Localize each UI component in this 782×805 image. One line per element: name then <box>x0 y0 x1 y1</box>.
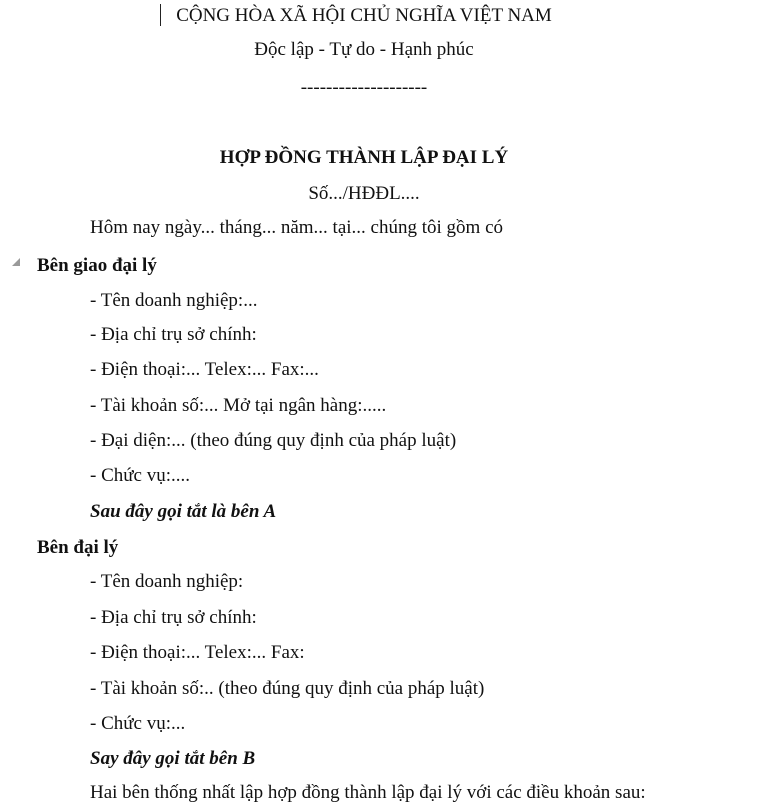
party-b-field: - Tài khoản số:.. (theo đúng quy định của pháp luật) <box>90 678 485 699</box>
collapse-triangle-icon[interactable] <box>12 258 20 266</box>
contract-intro: Hôm nay ngày... tháng... năm... tại... chúng tôi gồm có <box>90 217 503 238</box>
party-a-field: - Điện thoại:... Telex:... Fax:... <box>90 359 319 380</box>
party-a-field: - Chức vụ:.... <box>90 465 191 486</box>
party-b-heading: Bên đại lý <box>37 537 119 558</box>
party-a-field: - Đại diện:... (theo đúng quy định của pháp luật) <box>90 430 457 451</box>
party-a-field: - Tài khoản số:... Mở tại ngân hàng:..... <box>90 395 387 416</box>
party-a-alias: Sau đây gọi tắt là bên A <box>90 501 277 522</box>
contract-number: Số.../HĐĐL.... <box>308 183 420 204</box>
party-b-field: - Chức vụ:... <box>90 713 186 734</box>
party-b-field: - Địa chỉ trụ sở chính: <box>90 607 257 628</box>
header-divider: -------------------- <box>300 77 428 98</box>
motto: Độc lập - Tự do - Hạnh phúc <box>254 39 474 60</box>
party-a-field: - Tên doanh nghiệp:... <box>90 290 258 311</box>
republic-heading: CỘNG HÒA XÃ HỘI CHỦ NGHĨA VIỆT NAM <box>176 5 552 26</box>
party-a-field: - Địa chỉ trụ sở chính: <box>90 324 257 345</box>
agreement-text: Hai bên thống nhất lập hợp đồng thành lập đại lý với các điều khoản sau: <box>90 782 646 803</box>
party-a-heading: Bên giao đại lý <box>37 255 157 276</box>
party-b-alias: Say đây gọi tắt bên B <box>90 748 256 769</box>
party-b-field: - Điện thoại:... Telex:... Fax: <box>90 642 305 663</box>
contract-title: HỢP ĐỒNG THÀNH LẬP ĐẠI LÝ <box>219 147 509 168</box>
party-b-field: - Tên doanh nghiệp: <box>90 571 244 592</box>
